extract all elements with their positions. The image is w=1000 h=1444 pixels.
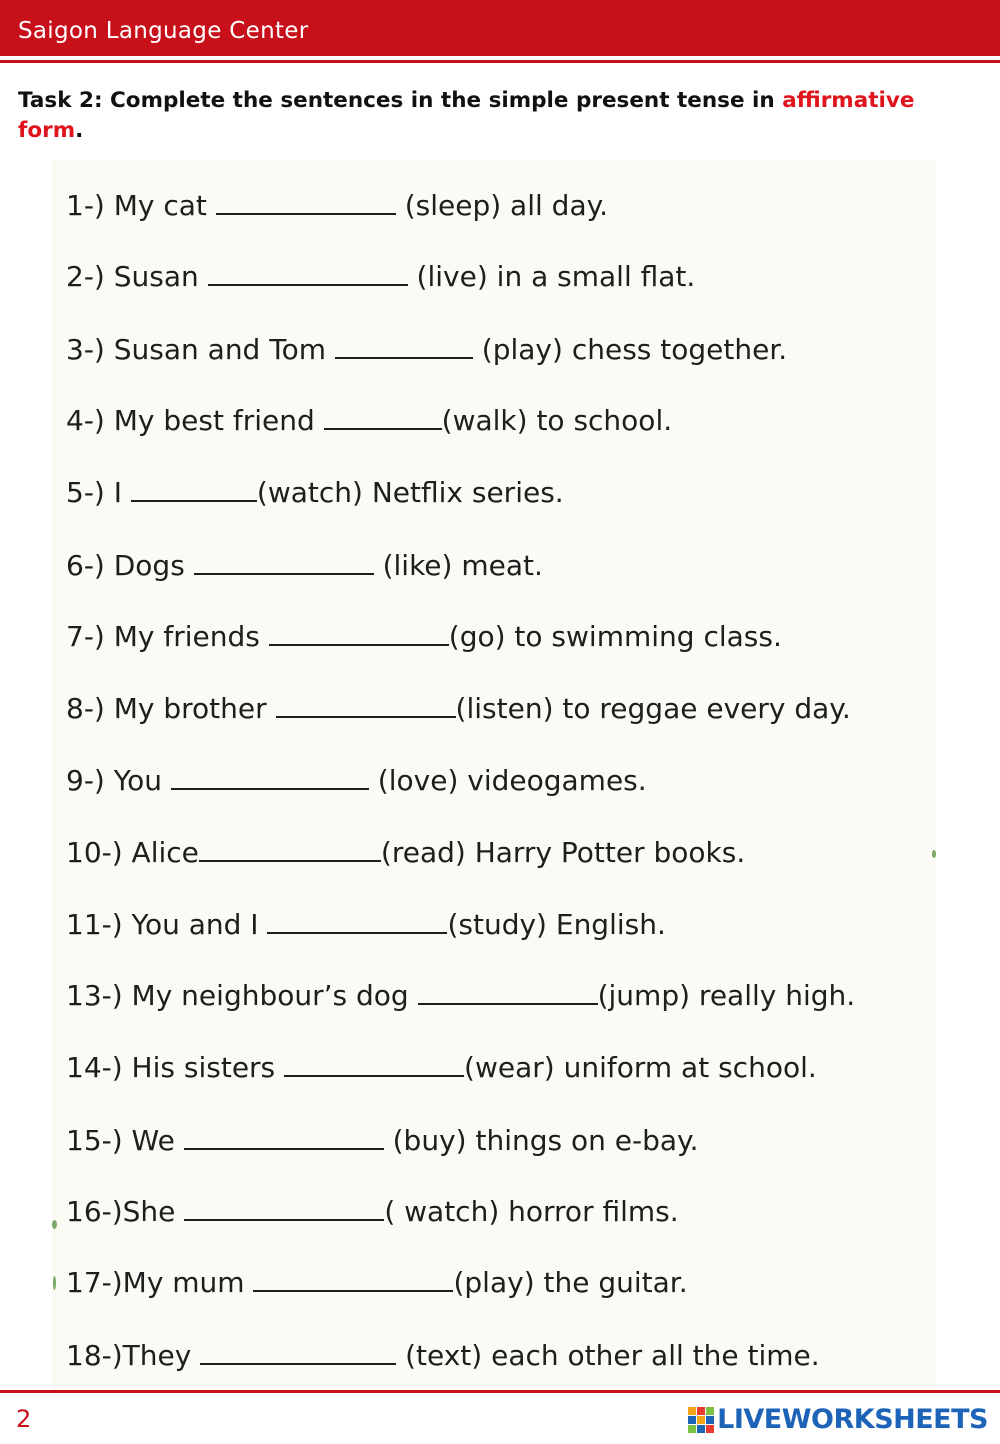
task-instruction: [18, 86, 978, 146]
item-text-before: 15-) We: [66, 1124, 184, 1157]
exercise-item-10: [66, 828, 745, 878]
item-text-after: (jump) really high.: [597, 979, 856, 1012]
footer-divider: [0, 1390, 1000, 1393]
item-text-after: (text) each other all the time.: [396, 1339, 820, 1372]
item-text-after: (sleep) all day.: [395, 189, 609, 222]
answer-blank[interactable]: [194, 551, 374, 575]
item-text-after: ( watch) horror films.: [384, 1195, 679, 1228]
exercise-item-11: [66, 900, 666, 950]
answer-blank[interactable]: [199, 838, 381, 862]
liveworksheets-brand: [688, 1404, 988, 1435]
item-text-after: (love) videogames.: [368, 764, 647, 797]
scan-speck: [53, 1276, 56, 1290]
exercise-item-6: [66, 541, 543, 591]
item-text-after: (go) to swimming class.: [448, 620, 782, 653]
item-text-before: 5-) I: [66, 476, 131, 509]
answer-blank[interactable]: [184, 1197, 384, 1221]
item-text-before: 1-) My cat: [66, 189, 216, 222]
item-text-after: (wear) uniform at school.: [464, 1051, 817, 1084]
answer-blank[interactable]: [184, 1126, 384, 1150]
instruction-lead: Task 2: Complete the sentences in the simple present tense in: [18, 88, 783, 113]
item-text-before: 13-) My neighbour’s dog: [66, 979, 418, 1012]
answer-blank[interactable]: [216, 191, 396, 215]
answer-blank[interactable]: [267, 910, 447, 934]
answer-blank[interactable]: [324, 406, 442, 430]
item-text-before: 7-) My friends: [66, 620, 269, 653]
item-text-after: (walk) to school.: [441, 404, 673, 437]
answer-blank[interactable]: [131, 478, 257, 502]
answer-blank[interactable]: [208, 262, 408, 286]
item-text-before: 2-) Susan: [66, 260, 208, 293]
answer-blank[interactable]: [269, 622, 449, 646]
item-text-after: (buy) things on e-bay.: [383, 1124, 699, 1157]
item-text-before: 9-) You: [66, 764, 171, 797]
item-text-before: 4-) My best friend: [66, 404, 324, 437]
answer-blank[interactable]: [253, 1268, 453, 1292]
answer-blank[interactable]: [276, 694, 456, 718]
item-text-before: 17-)My mum: [66, 1266, 254, 1299]
answer-blank[interactable]: [418, 981, 598, 1005]
item-text-before: 16-)She: [66, 1195, 185, 1228]
exercise-item-15: [66, 1116, 699, 1166]
exercise-item-7: [66, 612, 782, 662]
scan-speck: [932, 850, 936, 858]
exercise-item-9: [66, 756, 647, 806]
answer-blank[interactable]: [200, 1341, 396, 1365]
exercise-item-18: [66, 1331, 820, 1381]
header-divider: [0, 60, 1000, 63]
exercise-item-3: [66, 325, 787, 375]
scan-speck: [52, 1220, 57, 1229]
instruction-end: .: [75, 118, 84, 143]
item-text-after: (study) English.: [447, 908, 666, 941]
answer-blank[interactable]: [284, 1053, 464, 1077]
item-text-before: 11-) You and I: [66, 908, 268, 941]
header-bar: [0, 0, 1000, 56]
instruction-highlight-affirmative: affirmative: [782, 88, 915, 113]
item-text-before: 18-)They: [66, 1339, 201, 1372]
answer-blank[interactable]: [171, 766, 369, 790]
item-text-before: 10-) Alice: [66, 836, 199, 869]
exercise-item-17: [66, 1258, 688, 1308]
exercise-item-16: [66, 1187, 679, 1237]
exercise-item-8: [66, 684, 851, 734]
exercise-item-1: [66, 181, 608, 231]
item-text-before: 8-) My brother: [66, 692, 276, 725]
liveworksheets-logo-icon: [688, 1407, 714, 1433]
item-text-before: 3-) Susan and Tom: [66, 333, 335, 366]
exercise-item-14: [66, 1043, 817, 1093]
exercise-item-2: [66, 252, 695, 302]
header-title: Saigon Language Center: [18, 18, 309, 44]
exercise-item-4: [66, 396, 672, 446]
item-text-after: (live) in a small flat.: [407, 260, 696, 293]
item-text-after: (play) chess together.: [472, 333, 788, 366]
item-text-after: (like) meat.: [373, 549, 543, 582]
answer-blank[interactable]: [335, 335, 473, 359]
instruction-highlight-form: form: [18, 118, 76, 143]
page-number: 2: [16, 1405, 32, 1433]
item-text-after: (watch) Netflix series.: [256, 476, 564, 509]
item-text-after: (play) the guitar.: [453, 1266, 688, 1299]
exercise-item-5: [66, 468, 564, 518]
item-text-before: 14-) His sisters: [66, 1051, 285, 1084]
item-text-after: (read) Harry Potter books.: [380, 836, 746, 869]
item-text-before: 6-) Dogs: [66, 549, 194, 582]
brand-wordmark: LIVEWORKSHEETS: [717, 1404, 988, 1435]
exercise-item-13: [66, 971, 855, 1021]
item-text-after: (listen) to reggae every day.: [455, 692, 851, 725]
